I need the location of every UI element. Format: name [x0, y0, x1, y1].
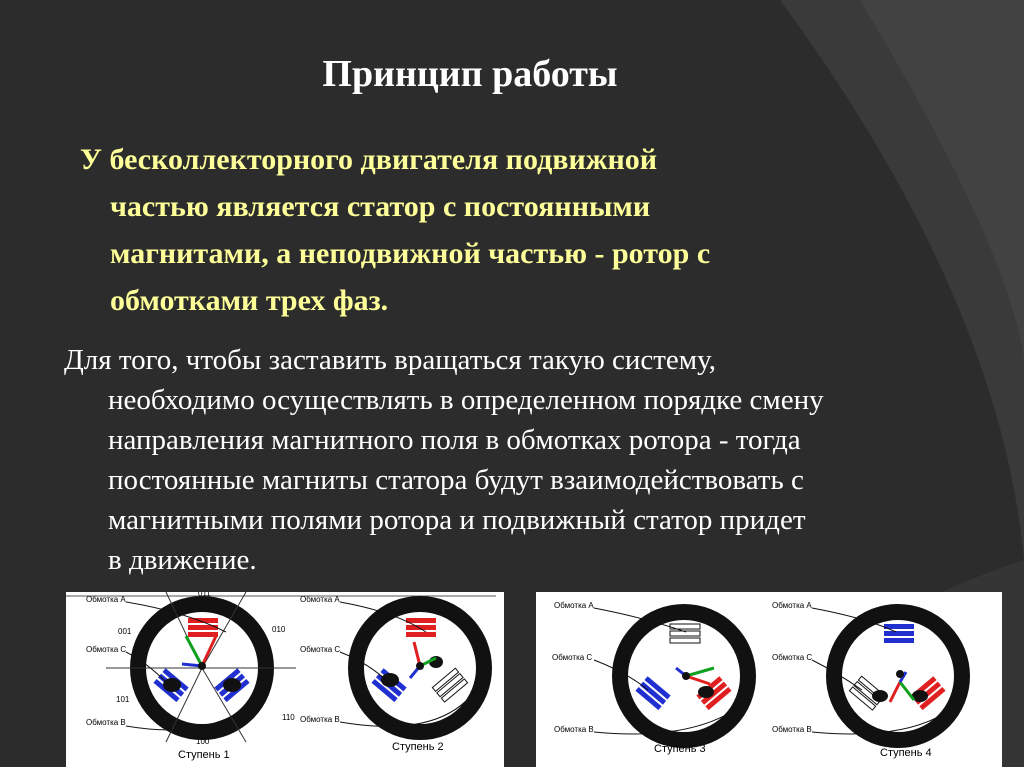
motor-diagram-steps-3-4	[536, 592, 1002, 767]
paragraph-line: необходимо осуществлять в определенном порядке смену	[108, 384, 824, 416]
step-label: Ступень 3	[654, 743, 706, 755]
coil-a	[188, 618, 218, 637]
step-label: Ступень 2	[392, 741, 444, 753]
motor-step-3	[552, 601, 748, 755]
code-label: 010	[272, 625, 286, 634]
paragraph-line: частью является статор с постоянными	[110, 190, 651, 223]
coil-a-label: Обмотка А	[772, 601, 812, 610]
coil-a-label: Обмотка А	[86, 595, 126, 604]
step-label: Ступень 1	[178, 749, 230, 761]
code-label: 001	[118, 627, 132, 636]
slide-title: Принцип работы	[322, 53, 618, 95]
coil-b-label: Обмотка В	[86, 718, 126, 727]
coil-b-label: Обмотка В	[300, 715, 340, 724]
code-label: 100	[196, 737, 210, 746]
coil-b-label: Обмотка В	[554, 725, 594, 734]
motor-step-2	[300, 595, 486, 753]
highlight-paragraph	[80, 136, 960, 324]
coil-b-label: Обмотка В	[772, 725, 812, 734]
coil-c-label: Обмотка С	[86, 645, 127, 654]
paragraph-line: обмотками трех фаз.	[110, 284, 389, 317]
coil-b	[432, 668, 467, 702]
coil-a-label: Обмотка А	[554, 601, 594, 610]
paragraph-line: в движение.	[108, 544, 257, 576]
coil-a	[884, 624, 914, 643]
coil-c-label: Обмотка С	[300, 645, 341, 654]
code-label: 101	[116, 695, 130, 704]
motor-diagram-steps-1-2	[66, 592, 504, 767]
coil-c-label: Обмотка С	[772, 653, 813, 662]
motor-step-4	[772, 601, 962, 759]
step-label: Ступень 4	[880, 747, 932, 759]
paragraph-line: магнитными полями ротора и подвижный статор придет	[108, 504, 806, 536]
coil-a	[406, 618, 436, 637]
code-label: 110	[282, 713, 295, 722]
paragraph-line: направления магнитного поля в обмотках ротора - тогда	[108, 424, 801, 456]
paragraph-line: магнитами, а неподвижной частью - ротор с	[110, 237, 711, 270]
coil-c-label: Обмотка С	[552, 653, 593, 662]
coil-c	[635, 676, 670, 710]
paragraph-line: У бесколлекторного двигателя подвижной	[80, 143, 658, 176]
body-paragraph	[64, 340, 984, 580]
coil-a	[670, 624, 700, 643]
code-label: 011	[198, 592, 211, 598]
paragraph-line: постоянные магниты статора будут взаимодействовать с	[108, 464, 804, 496]
coil-a-label: Обмотка А	[300, 595, 340, 604]
paragraph-line: Для того, чтобы заставить вращаться такую систему,	[64, 344, 717, 376]
